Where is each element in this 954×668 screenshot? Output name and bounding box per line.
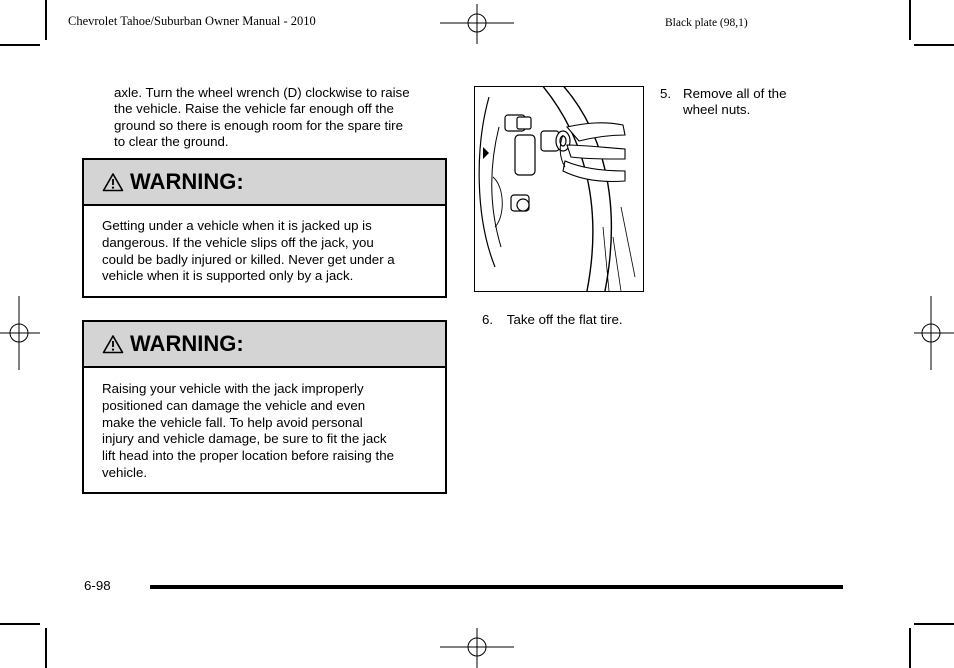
warning-line: could be badly injured or killed. Never get under a — [102, 251, 395, 267]
warning-title: WARNING: — [130, 169, 244, 194]
warning-title: WARNING: — [130, 331, 244, 356]
warning-text — [84, 206, 445, 285]
registration-mark-right — [914, 296, 954, 370]
step-number: 6. — [482, 312, 494, 327]
intro-line: the vehicle. Raise the vehicle far enough off the — [114, 101, 394, 117]
crop-mark — [909, 628, 911, 668]
intro-paragraph — [114, 85, 444, 150]
registration-mark-left — [0, 296, 40, 370]
warning-text — [84, 368, 445, 482]
crop-mark — [45, 0, 47, 40]
step-text-line: Remove all of the — [683, 86, 787, 101]
footer-rule — [150, 585, 843, 589]
warning-triangle-icon — [102, 172, 124, 192]
warning-line: Getting under a vehicle when it is jacked up is — [102, 218, 372, 233]
crop-mark — [45, 628, 47, 668]
wheel-illustration-drawing — [475, 87, 643, 291]
crop-mark — [914, 623, 954, 625]
step-text: Take off the flat tire. — [506, 312, 623, 327]
intro-line: axle. Turn the wheel wrench (D) clockwise to raise — [114, 85, 410, 100]
warning-header — [84, 160, 445, 206]
warning-line: Raising your vehicle with the jack improperly — [102, 381, 364, 396]
warning-line: positioned can damage the vehicle and even — [102, 397, 366, 413]
warning-line: vehicle when it is supported only by a jack. — [102, 268, 354, 284]
warning-header — [84, 322, 445, 368]
registration-mark-bottom — [440, 628, 514, 668]
intro-line: to clear the ground. — [114, 133, 229, 149]
registration-mark-top — [440, 4, 514, 44]
manual-title: Chevrolet Tahoe/Suburban Owner Manual - 2010 — [68, 14, 316, 28]
page-number: 6-98 — [84, 578, 111, 593]
crop-mark — [0, 44, 40, 46]
warning-line: vehicle. — [102, 464, 148, 480]
crop-mark — [0, 623, 40, 625]
crop-mark — [914, 44, 954, 46]
warning-triangle-icon — [102, 334, 124, 354]
warning-line: dangerous. If the vehicle slips off the jack, you — [102, 234, 374, 250]
intro-line: ground so there is enough room for the spare tire — [114, 117, 404, 133]
step-number: 5. — [660, 86, 672, 101]
warning-line: make the vehicle fall. To help avoid personal — [102, 414, 363, 430]
step-text-line: wheel nuts. — [683, 102, 751, 117]
plate-label: Black plate (98,1) — [665, 17, 748, 29]
warning-box — [82, 320, 447, 494]
warning-box — [82, 158, 447, 298]
step-6 — [482, 312, 682, 328]
warning-line: lift head into the proper location before raising the — [102, 448, 394, 464]
crop-mark — [909, 0, 911, 40]
warning-line: injury and vehicle damage, be sure to fit the jack — [102, 431, 387, 447]
wheel-nut-illustration — [474, 86, 644, 292]
